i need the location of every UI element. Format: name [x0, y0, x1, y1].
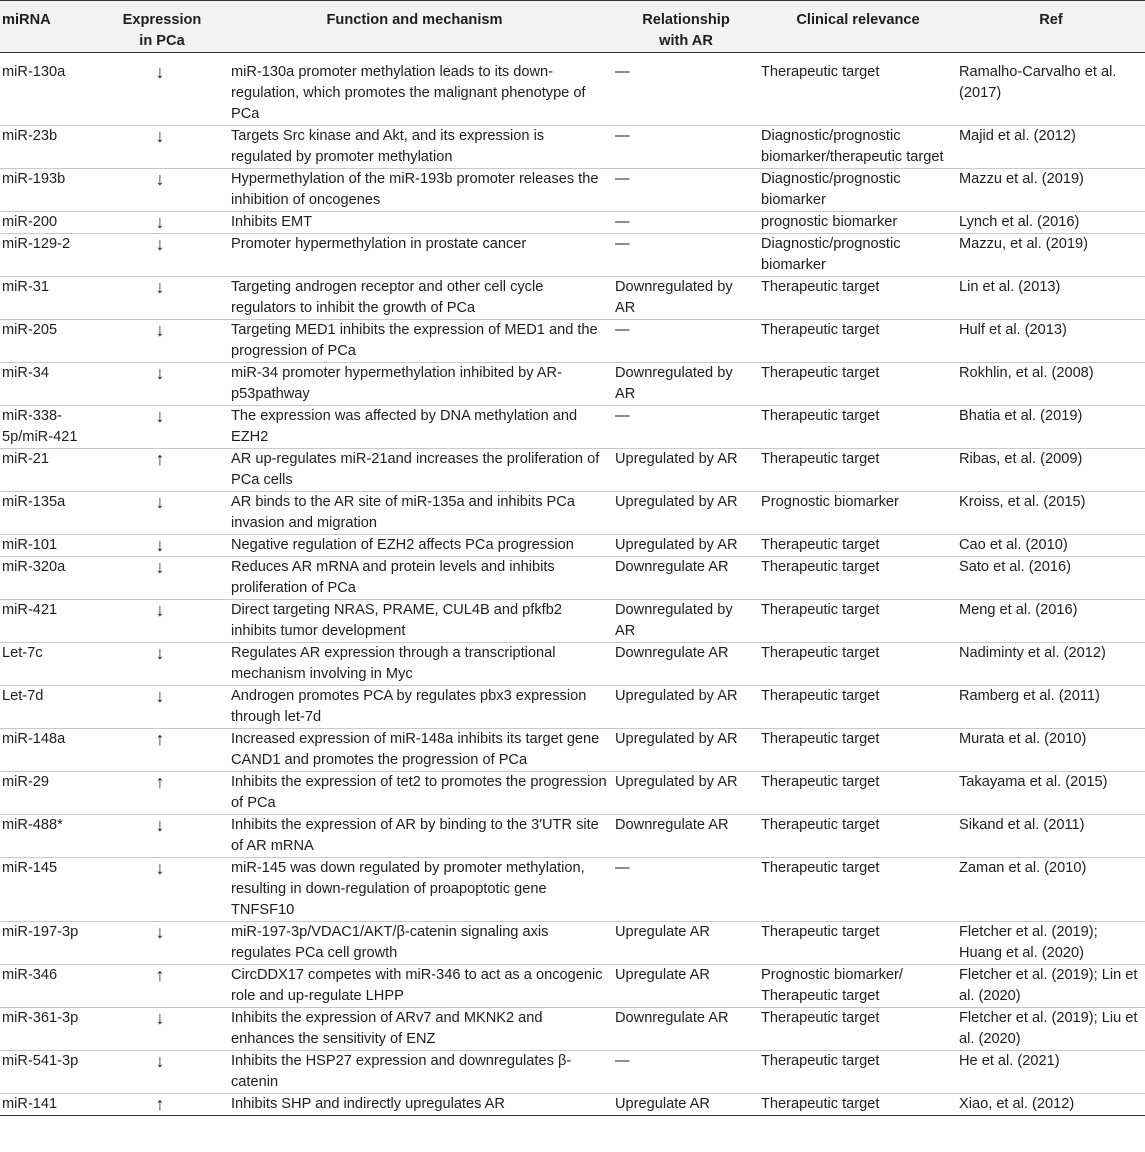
table-row: [0, 277, 1145, 320]
function-cell: Inhibits the expression of ARv7 and MKNK2 and enhances the sensitivity of ENZ: [216, 1008, 613, 1051]
mirna-cell: miR-29: [0, 772, 108, 815]
mirna-cell: miR-23b: [0, 126, 108, 169]
mirna-cell: miR-34: [0, 363, 108, 406]
header-ref: Ref: [957, 1, 1145, 53]
mirna-cell: miR-320a: [0, 557, 108, 600]
expression-arrow: ↓: [108, 406, 216, 449]
expression-arrow: ↓: [108, 557, 216, 600]
function-cell: Direct targeting NRAS, PRAME, CUL4B and pfkfb2 inhibits tumor development: [216, 600, 613, 643]
header-expression-line1: Expression: [122, 12, 202, 28]
mirna-cell: Let-7c: [0, 643, 108, 686]
expression-arrow: ↓: [108, 535, 216, 557]
relationship-cell: Downregulated by AR: [613, 277, 759, 320]
function-cell: Targets Src kinase and Akt, and its expression is regulated by promoter methylation: [216, 126, 613, 169]
expression-arrow: ↓: [108, 1008, 216, 1051]
mirna-cell: miR-205: [0, 320, 108, 363]
table-row: [0, 643, 1145, 686]
ref-cell: Murata et al. (2010): [957, 729, 1145, 772]
table-row: [0, 126, 1145, 169]
clinical-cell: Diagnostic/prognostic biomarker: [759, 234, 957, 277]
header-function: Function and mechanism: [216, 1, 613, 53]
ref-cell: Fletcher et al. (2019); Lin et al. (2020): [957, 965, 1145, 1008]
relationship-cell: Downregulated by AR: [613, 363, 759, 406]
header-mirna: miRNA: [0, 1, 108, 53]
expression-arrow: ↓: [108, 363, 216, 406]
expression-arrow: ↓: [108, 234, 216, 277]
clinical-cell: Therapeutic target: [759, 686, 957, 729]
function-cell: Inhibits SHP and indirectly upregulates AR: [216, 1094, 613, 1116]
table-row: [0, 492, 1145, 535]
mirna-cell: miR-541-3p: [0, 1051, 108, 1094]
clinical-cell: Therapeutic target: [759, 449, 957, 492]
ref-cell: Cao et al. (2010): [957, 535, 1145, 557]
function-cell: miR-130a promoter methylation leads to its down-regulation, which promotes the malignant phenotype of PCa: [231, 64, 586, 122]
header-expression-line2: in PCa: [139, 33, 185, 49]
relationship-cell: Upregulate AR: [613, 1094, 759, 1116]
ref-cell: Mazzu et al. (2019): [957, 169, 1145, 212]
relationship-cell: —: [613, 126, 759, 169]
ref-cell: Ramberg et al. (2011): [957, 686, 1145, 729]
ref-cell: Bhatia et al. (2019): [957, 406, 1145, 449]
ref-cell: Meng et al. (2016): [957, 600, 1145, 643]
clinical-cell: Therapeutic target: [759, 557, 957, 600]
header-relationship: [613, 1, 759, 53]
relationship-cell: Upregulated by AR: [613, 492, 759, 535]
function-cell: Inhibits EMT: [216, 212, 613, 234]
relationship-cell: Upregulated by AR: [613, 449, 759, 492]
clinical-cell: Therapeutic target: [761, 64, 880, 80]
clinical-cell: Therapeutic target: [759, 922, 957, 965]
ref-cell: Lin et al. (2013): [957, 277, 1145, 320]
expression-arrow: ↓: [108, 1051, 216, 1094]
table-row: [0, 535, 1145, 557]
relationship-cell: Upregulated by AR: [613, 535, 759, 557]
clinical-cell: Prognostic biomarker: [759, 492, 957, 535]
clinical-cell: Therapeutic target: [759, 815, 957, 858]
ref-cell: Kroiss, et al. (2015): [957, 492, 1145, 535]
function-cell: Targeting MED1 inhibits the expression of MED1 and the progression of PCa: [216, 320, 613, 363]
table-row: [0, 406, 1145, 449]
clinical-cell: Therapeutic target: [759, 363, 957, 406]
mirna-cell: miR-148a: [0, 729, 108, 772]
table-row: [0, 1008, 1145, 1051]
function-cell: Regulates AR expression through a transcriptional mechanism involving in Myc: [216, 643, 613, 686]
mirna-cell: miR-31: [0, 277, 108, 320]
expression-arrow: ↓: [108, 815, 216, 858]
header-relationship-line2: with AR: [659, 33, 713, 49]
clinical-cell: Therapeutic target: [759, 535, 957, 557]
expression-arrow: ↓: [108, 686, 216, 729]
mirna-cell: miR-200: [0, 212, 108, 234]
relationship-cell: —: [613, 1051, 759, 1094]
ref-cell: Xiao, et al. (2012): [957, 1094, 1145, 1116]
expression-arrow: ↓: [108, 212, 216, 234]
table-row: [0, 600, 1145, 643]
mirna-cell: miR-101: [0, 535, 108, 557]
expression-arrow: ↑: [108, 772, 216, 815]
mirna-cell: miR-21: [0, 449, 108, 492]
function-cell: miR-34 promoter hypermethylation inhibited by AR-p53pathway: [216, 363, 613, 406]
ref-cell: He et al. (2021): [957, 1051, 1145, 1094]
expression-arrow: ↓: [108, 858, 216, 922]
mirna-cell: miR-135a: [0, 492, 108, 535]
clinical-cell: Prognostic biomarker/ Therapeutic target: [759, 965, 957, 1008]
ref-cell: Sikand et al. (2011): [957, 815, 1145, 858]
mirna-cell: miR-197-3p: [0, 922, 108, 965]
expression-arrow: ↑: [108, 729, 216, 772]
clinical-cell: Therapeutic target: [759, 406, 957, 449]
ref-cell: Hulf et al. (2013): [957, 320, 1145, 363]
relationship-cell: —: [613, 212, 759, 234]
relationship-cell: —: [613, 320, 759, 363]
relationship-cell: Upregulated by AR: [613, 686, 759, 729]
clinical-cell: prognostic biomarker: [759, 212, 957, 234]
function-cell: Negative regulation of EZH2 affects PCa progression: [216, 535, 613, 557]
header-row: [0, 1, 1145, 53]
table-row: [0, 729, 1145, 772]
clinical-cell: Therapeutic target: [759, 643, 957, 686]
mirna-cell: miR-338-5p/miR-421: [0, 406, 108, 449]
clinical-cell: Therapeutic target: [759, 1008, 957, 1051]
relationship-cell: —: [615, 64, 630, 80]
ref-cell: Rokhlin, et al. (2008): [957, 363, 1145, 406]
clinical-cell: Therapeutic target: [759, 600, 957, 643]
header-relationship-line1: Relationship: [642, 12, 730, 28]
table-row: [0, 858, 1145, 922]
table-row: [0, 169, 1145, 212]
mirna-cell: miR-346: [0, 965, 108, 1008]
expression-arrow: ↓: [108, 277, 216, 320]
mirna-cell: Let-7d: [0, 686, 108, 729]
function-cell: Androgen promotes PCA by regulates pbx3 expression through let-7d: [216, 686, 613, 729]
table-body: [0, 53, 1145, 1116]
table-row: [0, 234, 1145, 277]
ref-cell: Nadiminty et al. (2012): [957, 643, 1145, 686]
function-cell: CircDDX17 competes with miR-346 to act as a oncogenic role and up-regulate LHPP: [216, 965, 613, 1008]
function-cell: miR-145 was down regulated by promoter methylation, resulting in down-regulation of proapoptotic gene TNFSF10: [216, 858, 613, 922]
table-row: [0, 53, 1145, 126]
header-clinical: Clinical relevance: [759, 1, 957, 53]
ref-cell: Mazzu, et al. (2019): [957, 234, 1145, 277]
function-cell: Reduces AR mRNA and protein levels and inhibits proliferation of PCa: [216, 557, 613, 600]
clinical-cell: Therapeutic target: [759, 1094, 957, 1116]
table-row: [0, 363, 1145, 406]
clinical-cell: Therapeutic target: [759, 277, 957, 320]
relationship-cell: Downregulated by AR: [613, 600, 759, 643]
expression-arrow: ↓: [108, 643, 216, 686]
mirna-cell: miR-129-2: [0, 234, 108, 277]
table-row: [0, 965, 1145, 1008]
table-row: [0, 449, 1145, 492]
relationship-cell: —: [613, 169, 759, 212]
mirna-cell: miR-141: [0, 1094, 108, 1116]
relationship-cell: Upregulate AR: [613, 922, 759, 965]
relationship-cell: —: [613, 234, 759, 277]
table-header: [0, 1, 1145, 53]
clinical-cell: Therapeutic target: [759, 729, 957, 772]
table-row: [0, 815, 1145, 858]
function-cell: The expression was affected by DNA methylation and EZH2: [216, 406, 613, 449]
function-cell: AR binds to the AR site of miR-135a and inhibits PCa invasion and migration: [216, 492, 613, 535]
clinical-cell: Diagnostic/prognostic biomarker: [759, 169, 957, 212]
function-cell: Promoter hypermethylation in prostate cancer: [216, 234, 613, 277]
mirna-cell: miR-488*: [0, 815, 108, 858]
expression-arrow: ↓: [108, 169, 216, 212]
table-row: [0, 320, 1145, 363]
function-cell: Hypermethylation of the miR-193b promoter releases the inhibition of oncogenes: [216, 169, 613, 212]
mirna-cell: miR-361-3p: [0, 1008, 108, 1051]
relationship-cell: Downregulate AR: [613, 1008, 759, 1051]
clinical-cell: Diagnostic/prognostic biomarker/therapeutic target: [759, 126, 957, 169]
relationship-cell: Downregulate AR: [613, 557, 759, 600]
expression-arrow: ↓: [108, 126, 216, 169]
table-row: [0, 686, 1145, 729]
table-row: [0, 922, 1145, 965]
expression-arrow: ↑: [108, 965, 216, 1008]
expression-arrow: ↑: [108, 449, 216, 492]
ref-cell: Sato et al. (2016): [957, 557, 1145, 600]
function-cell: Increased expression of miR-148a inhibits its target gene CAND1 and promotes the progression of PCa: [216, 729, 613, 772]
expression-arrow: ↓: [108, 922, 216, 965]
mirna-cell: miR-130a: [2, 64, 66, 80]
relationship-cell: Upregulate AR: [613, 965, 759, 1008]
expression-arrow: ↓: [108, 320, 216, 363]
ref-cell: Fletcher et al. (2019); Liu et al. (2020): [957, 1008, 1145, 1051]
expression-arrow: ↓: [108, 600, 216, 643]
mirna-cell: miR-193b: [0, 169, 108, 212]
function-cell: Targeting androgen receptor and other cell cycle regulators to inhibit the growth of PCa: [216, 277, 613, 320]
table-row: [0, 212, 1145, 234]
ref-cell: Fletcher et al. (2019); Huang et al. (2020): [957, 922, 1145, 965]
table-row: [0, 557, 1145, 600]
clinical-cell: Therapeutic target: [759, 858, 957, 922]
table-row: [0, 1094, 1145, 1116]
ref-cell: Ramalho-Carvalho et al. (2017): [959, 64, 1117, 101]
table-row: [0, 1051, 1145, 1094]
relationship-cell: Downregulate AR: [613, 815, 759, 858]
relationship-cell: —: [613, 406, 759, 449]
ref-cell: Majid et al. (2012): [957, 126, 1145, 169]
relationship-cell: Upregulated by AR: [613, 772, 759, 815]
clinical-cell: Therapeutic target: [759, 772, 957, 815]
ref-cell: Zaman et al. (2010): [957, 858, 1145, 922]
ref-cell: Takayama et al. (2015): [957, 772, 1145, 815]
relationship-cell: Downregulate AR: [613, 643, 759, 686]
function-cell: Inhibits the expression of tet2 to promotes the progression of PCa: [216, 772, 613, 815]
function-cell: Inhibits the HSP27 expression and downregulates β-catenin: [216, 1051, 613, 1094]
relationship-cell: —: [613, 858, 759, 922]
header-expression: [108, 1, 216, 53]
mirna-cell: miR-421: [0, 600, 108, 643]
function-cell: AR up-regulates miR-21and increases the proliferation of PCa cells: [216, 449, 613, 492]
mirna-cell: miR-145: [0, 858, 108, 922]
expression-arrow: ↓: [155, 62, 165, 82]
table-row: [0, 772, 1145, 815]
expression-arrow: ↓: [108, 492, 216, 535]
clinical-cell: Therapeutic target: [759, 320, 957, 363]
ref-cell: Ribas, et al. (2009): [957, 449, 1145, 492]
expression-arrow: ↑: [108, 1094, 216, 1116]
clinical-cell: Therapeutic target: [759, 1051, 957, 1094]
relationship-cell: Upregulated by AR: [613, 729, 759, 772]
ref-cell: Lynch et al. (2016): [957, 212, 1145, 234]
function-cell: miR-197-3p/VDAC1/AKT/β-catenin signaling axis regulates PCa cell growth: [216, 922, 613, 965]
function-cell: Inhibits the expression of AR by binding to the 3′UTR site of AR mRNA: [216, 815, 613, 858]
